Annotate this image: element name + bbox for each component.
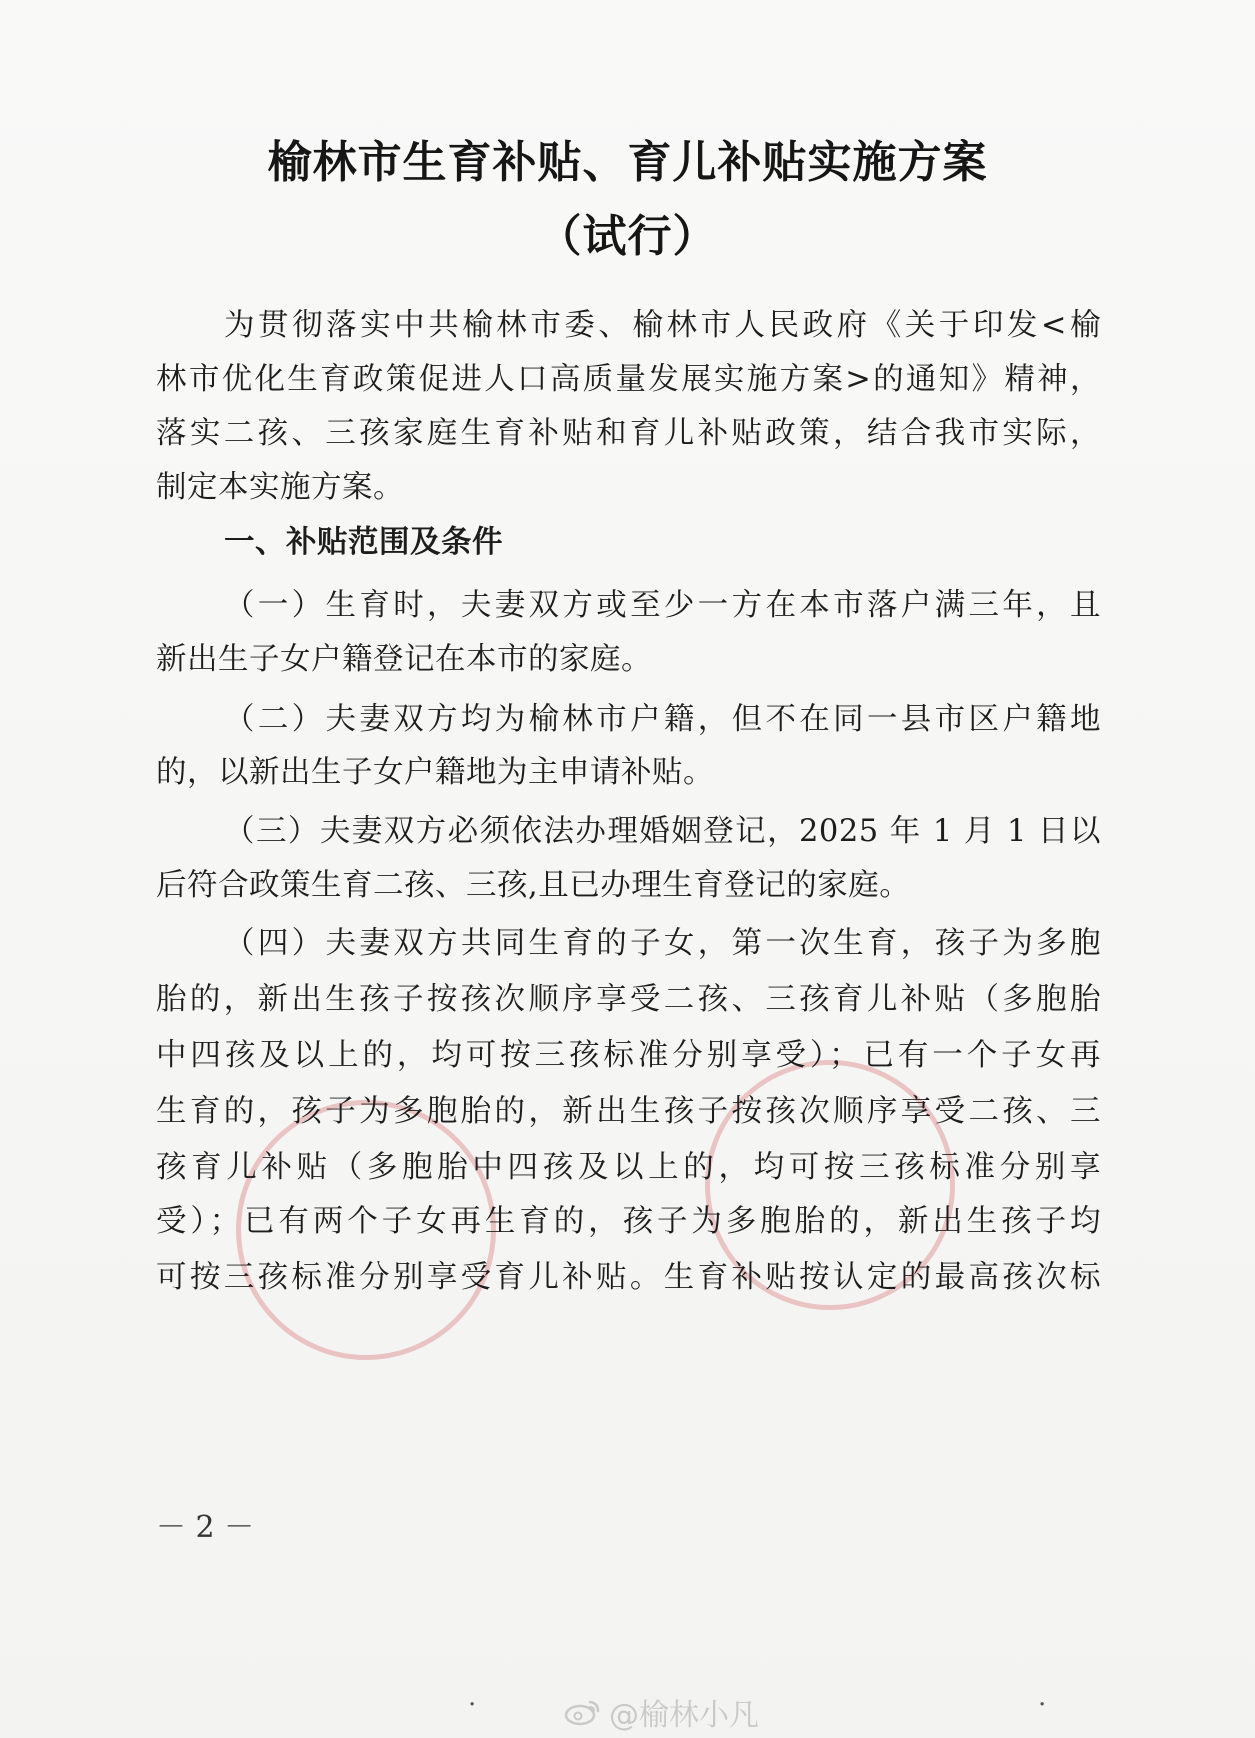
paragraph-line: （四）夫妻双方共同生育的子女，第一次生育，孩子为多胞 (224, 926, 1101, 961)
document-subtitle: （试行） (537, 211, 718, 262)
section-heading: 一、补贴范围及条件 (224, 525, 503, 560)
page-number: － 2 － (156, 1510, 255, 1545)
paragraph-line: 的，以新出生子女户籍地为主申请补贴。 (156, 755, 714, 790)
paragraph-line: 孩育儿补贴（多胞胎中四孩及以上的，均可按三孩标准分别享 (156, 1150, 1101, 1185)
scan-dot: · (468, 1690, 477, 1720)
paragraph-line: 生育的，孩子为多胞胎的，新出生孩子按孩次顺序享受二孩、三 (156, 1094, 1101, 1129)
weibo-icon (563, 1697, 603, 1727)
paragraph-line: （二）夫妻双方均为榆林市户籍，但不在同一县市区户籍地 (224, 702, 1101, 737)
paragraph-line: 制定本实施方案。 (156, 470, 404, 505)
paragraph-line: （三）夫妻双方必须依法办理婚姻登记，2025 年 1 月 1 日以 (224, 814, 1101, 849)
paragraph-line: （一）生育时，夫妻双方或至少一方在本市落户满三年，且 (224, 588, 1101, 623)
paragraph-line: 落实二孩、三孩家庭生育补贴和育儿补贴政策，结合我市实际， (156, 416, 1101, 451)
paragraph-line: 后符合政策生育二孩、三孩,且已办理生育登记的家庭。 (156, 868, 911, 903)
paragraph-line: 可按三孩标准分别享受育儿补贴。生育补贴按认定的最高孩次标 (156, 1260, 1101, 1295)
paragraph-line: 受）；已有两个子女再生育的，孩子为多胞胎的，新出生孩子均 (156, 1204, 1101, 1239)
paragraph-line: 为贯彻落实中共榆林市委、榆林市人民政府《关于印发<榆 (224, 308, 1101, 343)
scan-dot: · (1038, 1690, 1047, 1720)
paragraph-line: 新出生子女户籍登记在本市的家庭。 (156, 642, 652, 677)
paragraph-line: 林市优化生育政策促进人口高质量发展实施方案>的通知》精神， (156, 362, 1101, 397)
watermark (563, 1690, 759, 1734)
document-title: 榆林市生育补贴、育儿补贴实施方案 (267, 137, 988, 188)
paragraph-line: 中四孩及以上的，均可按三孩标准分别享受）；已有一个子女再 (156, 1038, 1101, 1073)
paragraph-line: 胎的，新出生孩子按孩次顺序享受二孩、三孩育儿补贴（多胞胎 (156, 982, 1101, 1017)
watermark-text: @榆林小凡 (609, 1698, 759, 1733)
